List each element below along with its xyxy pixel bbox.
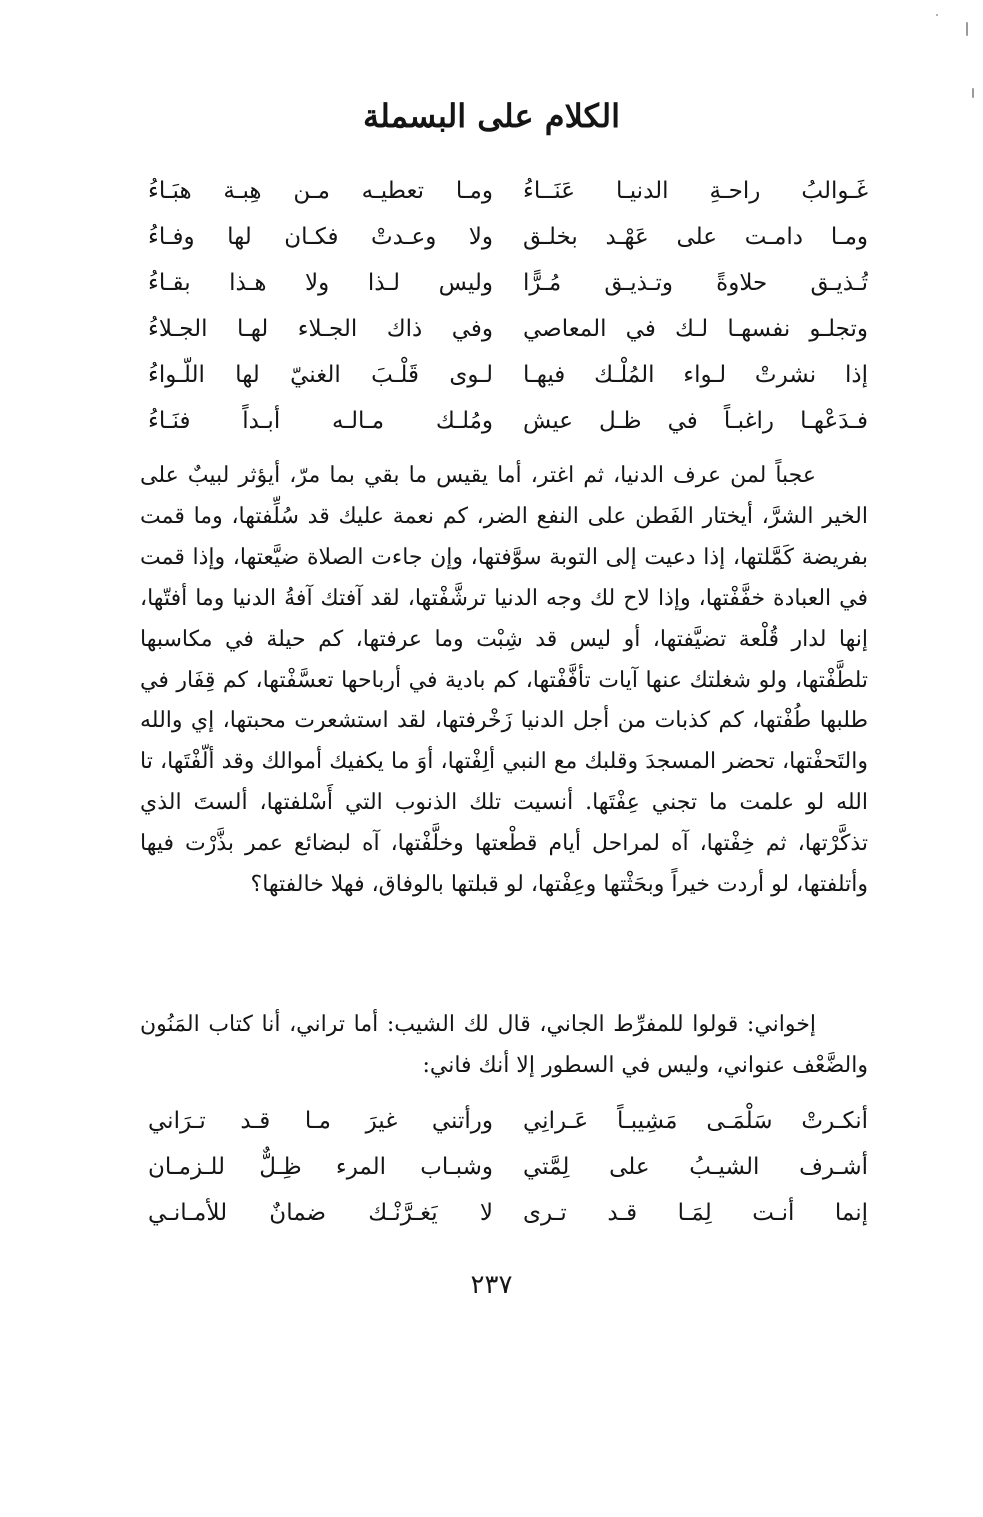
verse-first-hemistich: إنما أنـت لِمَـا قـد تـرى xyxy=(523,1200,868,1226)
poem-verse xyxy=(148,1144,868,1190)
poem-verse xyxy=(148,1190,868,1236)
verse-first-hemistich: ومـا دامـت على عَهْـد بخلـق xyxy=(523,224,868,250)
poem-verse xyxy=(148,168,868,214)
scan-speck xyxy=(972,88,974,98)
verse-second-hemistich: لا يَغـرَّنْـك ضمانٌ للأمـانـي xyxy=(148,1200,493,1226)
verse-second-hemistich: لـوى قَلْـبَ الغنيّ لها اللّـواءُ xyxy=(148,362,493,388)
verse-second-hemistich: وفي ذاك الجـلاء لهـا الجـلاءُ xyxy=(148,316,493,342)
poem-verse xyxy=(148,352,868,398)
prose-paragraph-1: عجباً لمن عرف الدنيا، ثم اغتر، أما يقيس ما بقي بما مرّ، أيؤثر لبيبٌ على الخير الشرَّ، أيختار الفَطن على النفع الضر، كم نعمة عليك قد سُلِّفتها، وما قمت بفريضة كَمَّلتها، إذا دعيت إلى التوبة سوَّفتها، وإن جاءت الصلاة ضيَّعتها، وإذا قمت في العبادة خفَّفْتها، وإذا لاح لك وجه الدنيا ترشَّفْتها، لقد آفتك آفةُ الدنيا وما أفتّها، إنها لدار قُلْعة تضيَّفتها، أو ليس قد شِبْت وما عرفتها، كم حيلة في مكاسبها تلطَّفْتها، ولو شغلتك عنها آيات تأفَّفْتها، كم بادية في أرباحها تعسَّفْتها، كم قِفَار في طلبها طُفْتها، كم كذبات من أجل الدنيا زَخْرفتها، لقد استشعرت محبتها، إي والله والتَحفْتها، تحضر المسجدَ وقلبك مع النبي ألِفْتها، أوَ ما يكفيك أموالك وقد ألّفْتَها، تا الله لو علمت ما تجني عِفْتَها. أنسيت تلك الذنوب التي أَسْلفتها، ألستَ الذي تذكَّرْتها، ثم خِفْتها، آه لمراحل أيام قطْعتها وخلَّفْتها، آه لبضائع عمر بذَّرْت فيها وأتلفتها، لو أردت خيراً وبحَثْتها وعِفْتها، لو قبلتها بالوفاق، فهلا خالفتها؟ xyxy=(140,463,868,898)
page-number: ٢٣٧ xyxy=(470,1270,513,1300)
page-title: الكلام على البسملة xyxy=(363,97,620,135)
verse-second-hemistich: ورأتني غيرَ مـا قـد تـرَاني xyxy=(148,1108,493,1134)
poem-verse xyxy=(148,1098,868,1144)
poem-top xyxy=(148,168,868,444)
scan-speck xyxy=(966,22,968,36)
poem-verse xyxy=(148,260,868,306)
poem-verse xyxy=(148,214,868,260)
scan-speck xyxy=(936,14,938,16)
verse-second-hemistich: وشبـاب المرء ظِـلٌّ للـزمـان xyxy=(148,1154,493,1180)
verse-first-hemistich: فـدَعْهـا راغبـاً في ظـل عيش xyxy=(523,408,868,434)
verse-second-hemistich: ومُلـك مـالـه أبـداً فنَـاءُ xyxy=(148,408,493,434)
prose-paragraph-2: إخواني: قولوا للمفرِّط الجاني، قال لك الشيب: أما تراني، أنا كتاب المَنُون والضَّعْف عنواني، وليس في السطور إلا أنك فاني: xyxy=(140,1012,868,1078)
verse-first-hemistich: أشـرف الشيـبُ على لِمَّتي xyxy=(523,1154,868,1180)
verse-first-hemistich: إذا نشرتْ لـواء المُلْـك فيهـا xyxy=(523,362,868,388)
verse-second-hemistich: وليس لـذا ولا هـذا بقـاءُ xyxy=(148,270,493,296)
verse-first-hemistich: أنكـرتْ سَلْمَـى مَشِيبـاً عَـرانِي xyxy=(523,1108,868,1134)
verse-first-hemistich: تُـذيـق حلاوةً وتـذيـق مُـرًّا xyxy=(523,270,868,296)
verse-second-hemistich: ولا وعـدتْ فكـان لها وفـاءُ xyxy=(148,224,493,250)
verse-first-hemistich: وتجلـو نفسهـا لـك في المعاصي xyxy=(523,316,868,342)
verse-second-hemistich: ومـا تعطيـه مـن هِبـة هبَـاءُ xyxy=(148,178,493,204)
poem-verse xyxy=(148,306,868,352)
verse-first-hemistich: غَـوالبُ راحـةِ الدنيـا عَنَــاءُ xyxy=(523,178,868,204)
poem-bottom xyxy=(148,1098,868,1236)
poem-verse xyxy=(148,398,868,444)
